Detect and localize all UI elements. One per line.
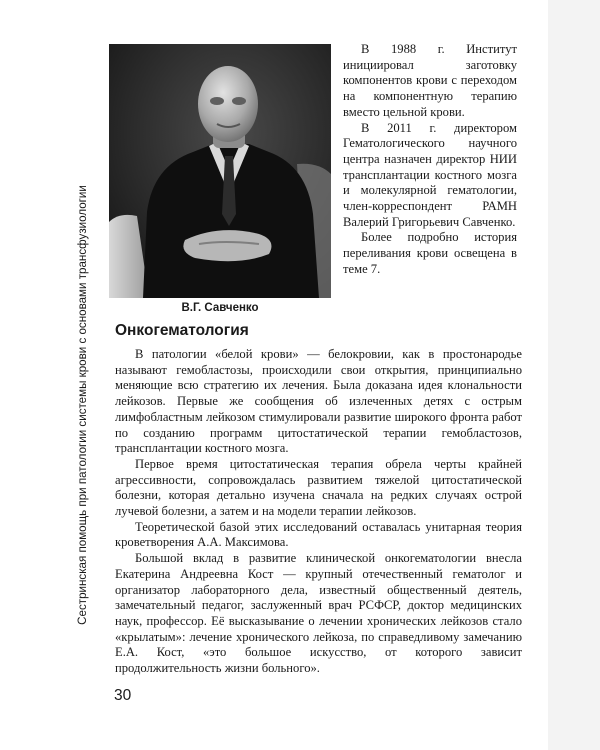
- side-paragraph: Более подробно история переливания крови освещена в теме 7.: [343, 230, 517, 276]
- section-body: [115, 347, 522, 677]
- side-paragraph: В 2011 г. директором Гематологического научного центра назначен директор НИИ трансплантации костного мозга и молекулярной гематологии, член-корреспондент РАМН Валерий Григорьевич Савченко.: [343, 120, 517, 229]
- side-paragraph: В 1988 г. Институт инициировал заготовку компонентов крови с переходом на компонентную терапию вместо цельной крови.: [343, 42, 517, 119]
- page-number: 30: [114, 687, 132, 704]
- section-heading: Онкогематология: [115, 322, 249, 339]
- body-paragraph: В патологии «белой крови» — белокровии, как в простонародье называют гемобластозы, происходили свои открытия, принципиально меняющие всю стратегию их лечения. Была доказана идея клональности лейкозов. Первые же сообщения об излеченных детях с острым лимфобластным лейкозом стимулировали развитие широкого фронта работ по созданию программ цитостатической терапии гемобластозов, трансплантации костного мозга.: [115, 347, 522, 456]
- photo-caption: В.Г. Савченко: [181, 302, 259, 314]
- body-paragraph: Первое время цитостатическая терапия обрела черты крайней агрессивности, сопровождалась развитием тяжелой цитостатической болезни, которая детально изучена сначала на редких случаях острой лучевой болезни, а затем и на модели терапии лейкозов.: [115, 456, 522, 519]
- head: [198, 66, 258, 142]
- side-column: [343, 42, 517, 278]
- eye-left: [210, 97, 224, 105]
- body-paragraph: Большой вклад в развитие клинической онкогематологии внесла Екатерина Андреевна Кост — крупный отечественный гематолог и организатор лабораторного дела, известный общественный деятель, замечательный педагог, заслуженный врач РСФСР, доктор медицинских наук, профессор. Её высказывание о лечении хронических лейкозов стало «крылатым»: лечение хронического лейкоза, по справедливому замечанию Е.А. Кост, «это большое искусство, от которого зависит продолжительность жизни больного».: [115, 551, 522, 676]
- portrait-illustration: [109, 44, 331, 298]
- body-paragraph: Теоретической базой этих исследований оставалась унитарная теория кроветворения А.А. Максимова.: [115, 519, 522, 550]
- page-edge-margin: [548, 0, 600, 750]
- running-head: Сестринская помощь при патологии системы крови с основами трансфузиологии: [76, 185, 89, 625]
- portrait-photo: [109, 44, 331, 298]
- eye-right: [232, 97, 246, 105]
